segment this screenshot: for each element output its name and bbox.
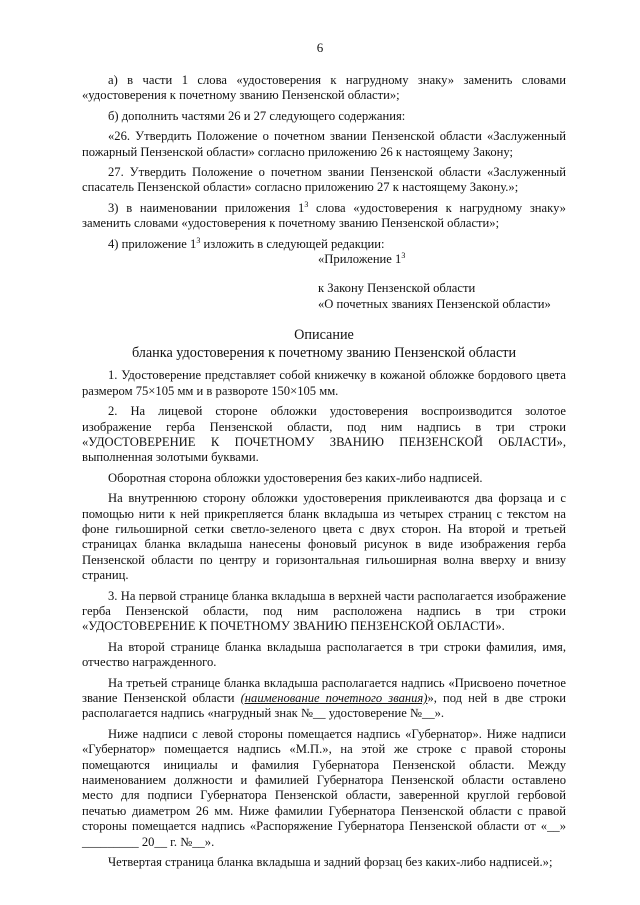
description-paragraph-1: 1. Удостоверение представляет собой книжечку в кожаной обложке бордового цвета размером 75×105 мм и в развороте 150×105 мм. bbox=[82, 368, 566, 398]
appendix-line-3: «О почетных званиях Пензенской области» bbox=[318, 296, 551, 311]
appendix-sup: 3 bbox=[401, 250, 406, 260]
amendment-4 bbox=[82, 237, 566, 252]
amendment-b: б) дополнить частями 26 и 27 следующего содержания: bbox=[108, 108, 406, 123]
description-paragraph-8: Ниже надписи с левой стороны помещается надпись «Губернатор». Ниже надписи «Губернатор» помещается надпись «М.П.», на этой же строке с правой стороны помещаются инициалы и фамилия Губернатора Пензенской области. Между наименованием должности и фамилией Губернатора Пензенской области оставлено место для подписи Губернатора Пензенской области, заверенной круглой гербовой печатью диаметром 26 мм. Ниже фамилии Губернатора Пензенской области с правой стороны помещается надпись «Распоряжение Губернатора Пензенской области от «__» _________ 20__ г. №__». bbox=[82, 726, 566, 849]
paragraph-7-italic: (наименование почетного звания) bbox=[240, 691, 428, 705]
amendment-4-text-a: 4) приложение 1 bbox=[108, 236, 197, 251]
section-title: Описание bbox=[294, 327, 354, 344]
page-number: 6 bbox=[316, 40, 324, 55]
appendix-header bbox=[318, 252, 566, 312]
amendment-a: а) в части 1 слова «удостоверения к нагрудному знаку» заменить словами «удостоверения к почетному званию Пензенской области»; bbox=[82, 73, 566, 103]
description-paragraph-6: На второй странице бланка вкладыша располагается в три строки фамилия, имя, отчество награжденного. bbox=[82, 639, 566, 670]
appendix-label: «Приложение 1 bbox=[318, 252, 402, 267]
description-paragraph-3: Оборотная сторона обложки удостоверения без каких-либо надписей. bbox=[108, 470, 483, 485]
amendment-part-27: 27. Утвердить Положение о почетном звании Пензенской области «Заслуженный спасатель Пензенской области» согласно приложению 27 к настоящему Закону.»; bbox=[82, 165, 566, 195]
description-paragraph-4: На внутреннюю сторону обложки удостоверения приклеиваются два форзаца и с помощью нити к ней прикрепляется бланк вкладыша из четырех страниц с текстом на фоне гильоширной сетки светло-зеленого цвета с двух сторон. На второй и третьей страницах бланка вкладыша нанесены фоновый рисунок в виде изображения герба Пензенской области по центру и горизонтальная гильоширная волна вверху и внизу страниц. bbox=[82, 491, 566, 583]
appendix-line-1 bbox=[318, 252, 566, 267]
amendment-4-text-b: изложить в следующей редакции: bbox=[200, 236, 385, 251]
paragraph-7-text-b: », под ней в две строки располагается надпись «нагрудный знак №__ удостоверение №__». bbox=[82, 691, 566, 721]
amendment-3 bbox=[82, 201, 566, 232]
amendment-3-text-a: 3) в наименовании приложения 1 bbox=[108, 200, 305, 215]
amendment-4-sup: 3 bbox=[196, 235, 201, 245]
appendix-line-2: к Закону Пензенской области bbox=[318, 281, 476, 296]
description-paragraph-5: 3. На первой странице бланка вкладыша в верхней части располагается изображение герба Пензенской области, под ним расположена надпись в три строки «УДОСТОВЕРЕНИЕ К ПОЧЕТНОМУ ЗВАНИЮ ПЕНЗЕНСКОЙ ОБЛАСТИ». bbox=[82, 588, 566, 634]
description-paragraph-7 bbox=[82, 676, 566, 722]
document-body bbox=[82, 73, 566, 875]
amendment-3-sup: 3 bbox=[304, 199, 309, 209]
section-subtitle: бланка удостоверения к почетному званию Пензенской области bbox=[131, 345, 517, 362]
paragraph-7-text-a: На третьей странице бланка вкладыша располагается надпись «Присвоено почетное звание Пензенской области bbox=[82, 675, 566, 705]
description-paragraph-2: 2. На лицевой стороне обложки удостоверения воспроизводится золотое изображение герба Пензенской области, под ним надпись в три строки «УДОСТОВЕРЕНИЕ К ПОЧЕТНОМУ ЗВАНИЮ ПЕНЗЕНСКОЙ ОБЛАСТИ», выполненная золотыми буквами. bbox=[82, 404, 566, 465]
description-paragraph-9: Четвертая страница бланка вкладыша и задний форзац без каких-либо надписей.»; bbox=[108, 855, 553, 870]
amendment-3-text-b: слова «удостоверения к нагрудному знаку» заменить словами «удостоверения к почетному званию Пензенской области»; bbox=[82, 200, 566, 231]
amendment-part-26: «26. Утвердить Положение о почетном звании Пензенской области «Заслуженный пожарный Пензенской области» согласно приложению 26 к настоящему Закону; bbox=[82, 129, 566, 159]
